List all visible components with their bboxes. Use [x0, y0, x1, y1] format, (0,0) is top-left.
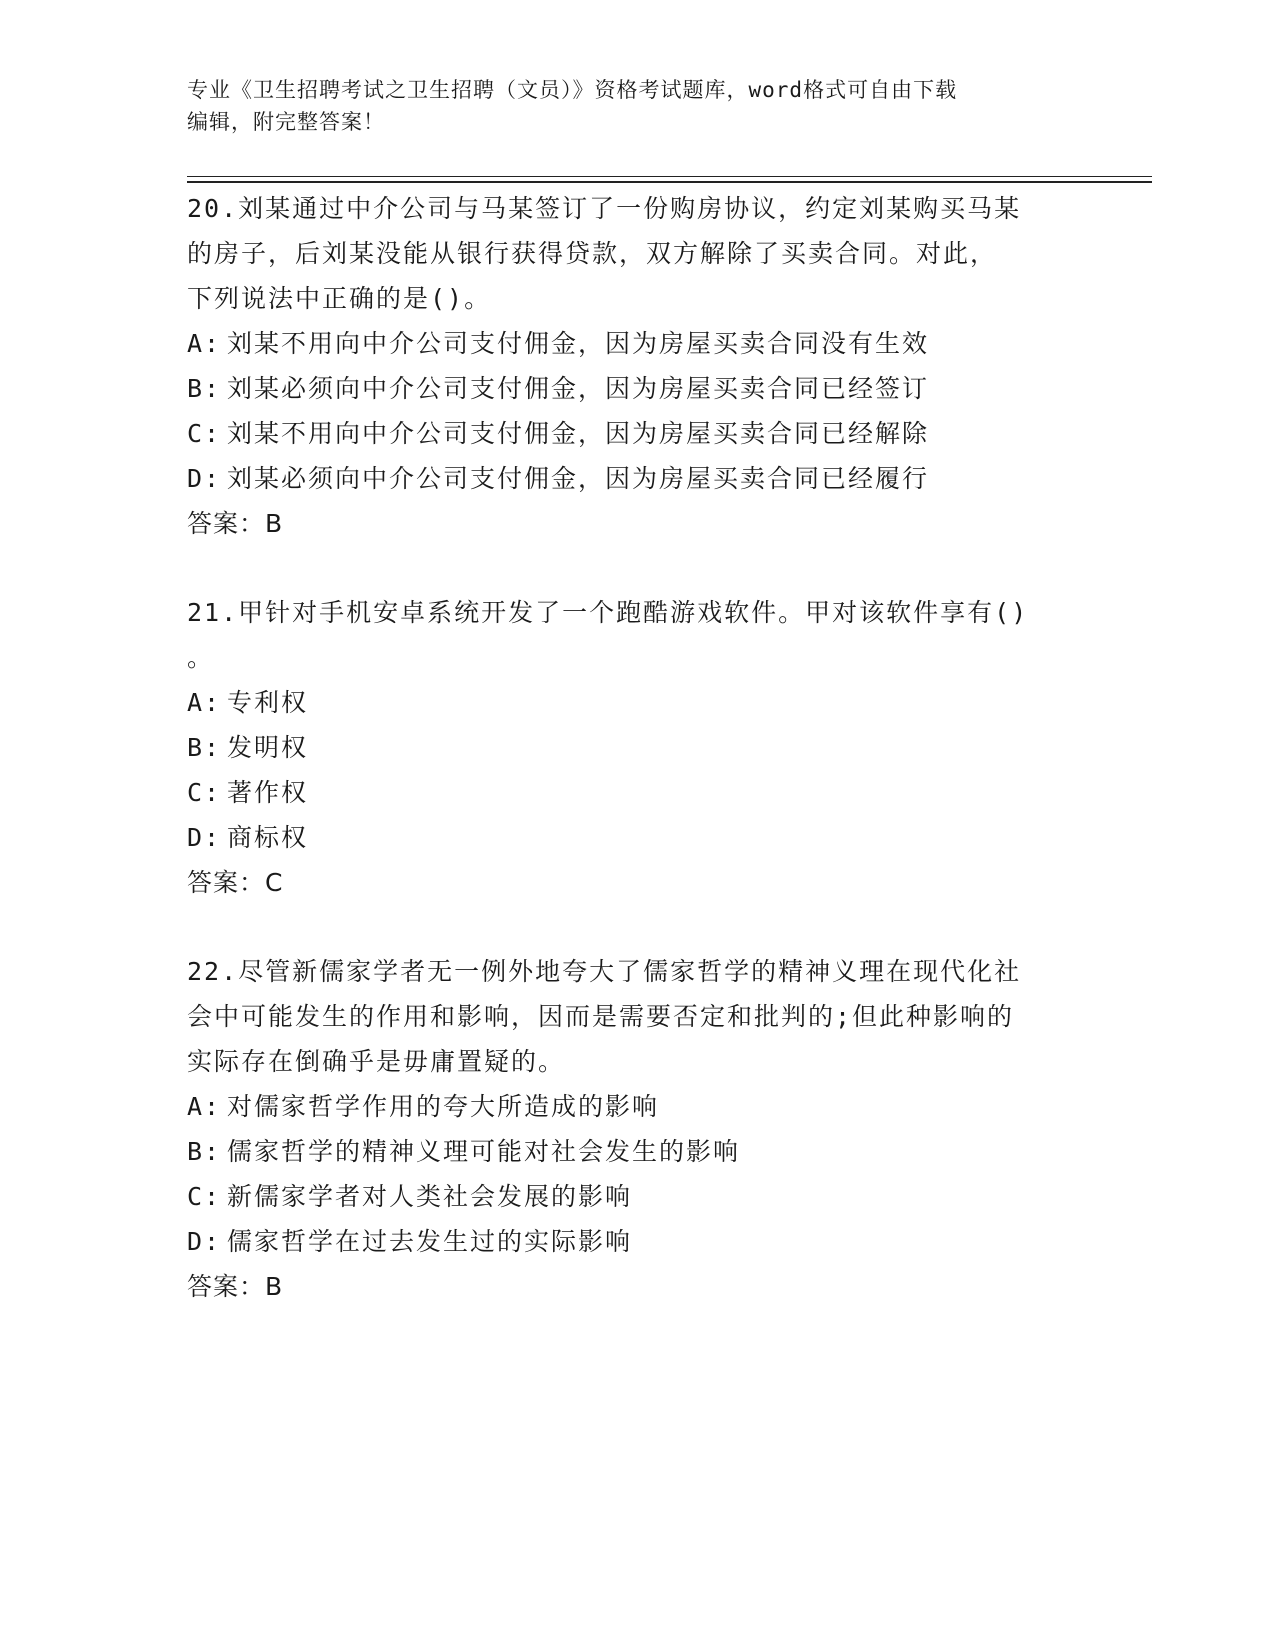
option-text: 刘某必须向中介公司支付佣金，因为房屋买卖合同已经履行 [227, 464, 930, 493]
option-d [187, 815, 1087, 860]
header-line-1: 专业《卫生招聘考试之卫生招聘（文员）》资格考试题库，word格式可自由下载 [187, 78, 958, 102]
question-22 [187, 949, 1087, 1309]
option-d [187, 456, 1087, 501]
header-line-2: 编辑，附完整答案！ [187, 110, 385, 134]
option-label: D: [187, 464, 222, 493]
question-stem-line: 22.尽管新儒家学者无一例外地夸大了儒家哲学的精神义理在现代化社 [187, 957, 1022, 986]
question-list [187, 186, 1087, 1353]
option-text: 儒家哲学的精神义理可能对社会发生的影响 [227, 1137, 741, 1166]
option-label: C: [187, 419, 222, 448]
header-divider-thick [187, 181, 1152, 183]
document-header [187, 74, 1087, 138]
question-21 [187, 590, 1087, 905]
option-a [187, 321, 1087, 366]
option-text: 发明权 [227, 733, 309, 762]
option-b [187, 1129, 1087, 1174]
question-stem-line: 21.甲针对手机安卓系统开发了一个跑酷游戏软件。甲对该软件享有() [187, 598, 1029, 627]
question-stem-line: 会中可能发生的作用和影响，因而是需要否定和批判的;但此种影响的 [187, 1002, 1015, 1031]
question-stem-line: 下列说法中正确的是()。 [187, 284, 492, 313]
option-c [187, 770, 1087, 815]
option-text: 刘某不用向中介公司支付佣金，因为房屋买卖合同已经解除 [227, 419, 930, 448]
question-stem-line: 。 [187, 643, 215, 672]
option-text: 商标权 [227, 823, 309, 852]
answer-line: 答案：C [187, 868, 284, 897]
option-text: 刘某必须向中介公司支付佣金，因为房屋买卖合同已经签订 [227, 374, 930, 403]
question-20 [187, 186, 1087, 546]
option-label: B: [187, 733, 222, 762]
option-label: C: [187, 1182, 222, 1211]
option-c [187, 1174, 1087, 1219]
option-label: D: [187, 1227, 222, 1256]
option-a [187, 1084, 1087, 1129]
answer-line: 答案：B [187, 509, 284, 538]
option-label: A: [187, 1092, 222, 1121]
option-label: B: [187, 1137, 222, 1166]
option-label: A: [187, 329, 222, 358]
option-d [187, 1219, 1087, 1264]
question-stem-line: 实际存在倒确乎是毋庸置疑的。 [187, 1047, 566, 1076]
question-stem-line: 的房子，后刘某没能从银行获得贷款，双方解除了买卖合同。对此， [187, 239, 998, 268]
option-label: C: [187, 778, 222, 807]
option-label: D: [187, 823, 222, 852]
option-text: 儒家哲学在过去发生过的实际影响 [227, 1227, 633, 1256]
option-a [187, 680, 1087, 725]
option-label: B: [187, 374, 222, 403]
option-text: 专利权 [227, 688, 309, 717]
option-b [187, 725, 1087, 770]
option-text: 著作权 [227, 778, 309, 807]
header-divider-thin [187, 176, 1152, 177]
option-b [187, 366, 1087, 411]
option-text: 对儒家哲学作用的夸大所造成的影响 [227, 1092, 660, 1121]
option-text: 新儒家学者对人类社会发展的影响 [227, 1182, 633, 1211]
question-stem-line: 20.刘某通过中介公司与马某签订了一份购房协议，约定刘某购买马某 [187, 194, 1022, 223]
option-text: 刘某不用向中介公司支付佣金，因为房屋买卖合同没有生效 [227, 329, 930, 358]
answer-line: 答案：B [187, 1272, 284, 1301]
option-label: A: [187, 688, 222, 717]
option-c [187, 411, 1087, 456]
